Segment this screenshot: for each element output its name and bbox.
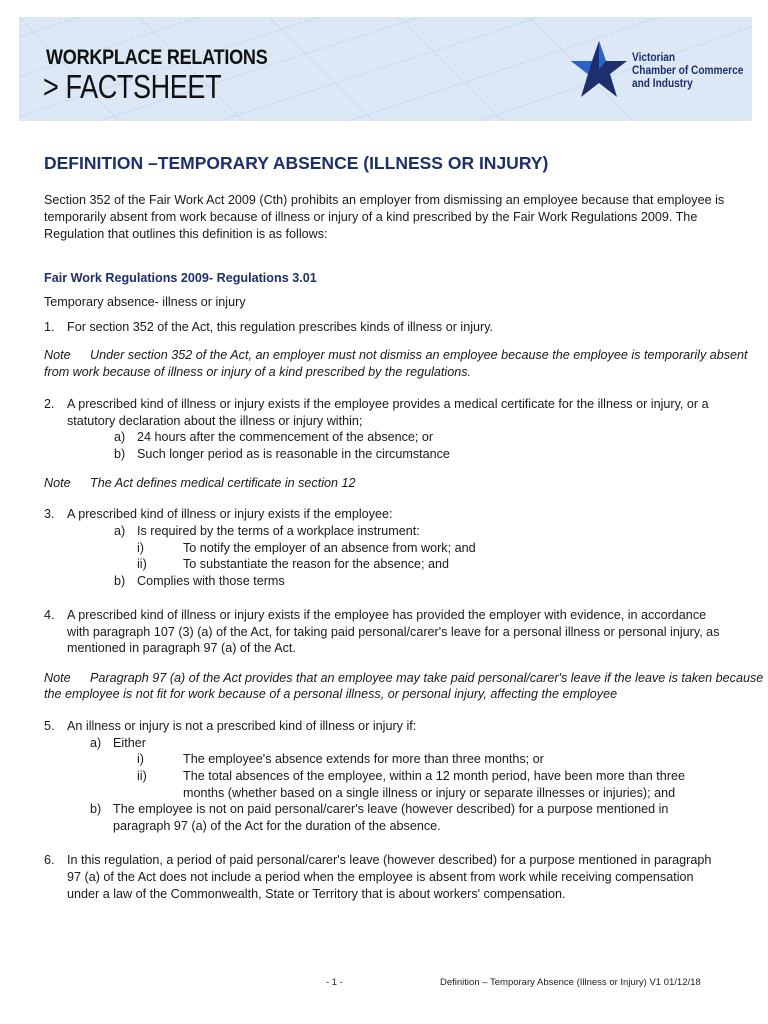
item-text: statutory declaration about the illness or injury within; bbox=[67, 414, 363, 428]
item-text: 97 (a) of the Act does not include a period when the employee is absent from work while receiving compensation bbox=[67, 870, 694, 884]
logo-line: and Industry bbox=[632, 78, 693, 90]
note-text: Paragraph 97 (a) of the Act provides that an employee may take paid personal/carer's leave if the leave is taken because bbox=[90, 671, 764, 685]
item-text: For section 352 of the Act, this regulation prescribes kinds of illness or injury. bbox=[67, 320, 494, 334]
section-subtitle: Temporary absence- illness or injury bbox=[44, 295, 246, 309]
header-banner bbox=[19, 17, 752, 121]
sub-sub-mark: i) bbox=[137, 541, 144, 555]
logo-line: Victorian bbox=[632, 52, 676, 64]
vcci-logo bbox=[567, 39, 747, 105]
item-text: with paragraph 107 (3) (a) of the Act, for taking paid personal/carer's leave for a personal illness or personal injury, as bbox=[67, 625, 720, 639]
item-number: 6. bbox=[44, 853, 55, 867]
sub-text: Either bbox=[113, 736, 146, 750]
note-text: the employee is not fit for work because of a personal illness, or personal injury, affecting the employee bbox=[44, 687, 618, 701]
intro-line: Section 352 of the Fair Work Act 2009 (Cth) prohibits an employer from dismissing an employee because that employee is bbox=[44, 193, 725, 207]
intro-line: temporarily absent from work because of illness or injury of a kind prescribed by the Fair Work Regulations 2009. The bbox=[44, 210, 698, 224]
sub-sub-mark: ii) bbox=[137, 769, 147, 783]
logo-text bbox=[632, 52, 743, 91]
sub-text: Such longer period as is reasonable in the circumstance bbox=[137, 447, 450, 461]
sub-mark: a) bbox=[114, 430, 126, 444]
item-text: In this regulation, a period of paid personal/carer's leave (however described) for a purpose mentioned in paragraph bbox=[67, 853, 712, 867]
sub-text: 24 hours after the commencement of the absence; or bbox=[137, 430, 434, 444]
sub-text: The employee is not on paid personal/carer's leave (however described) for a purpose mentioned in bbox=[113, 802, 669, 816]
page-title: DEFINITION –TEMPORARY ABSENCE (ILLNESS OR INJURY) bbox=[44, 153, 549, 173]
sub-mark: b) bbox=[114, 447, 126, 461]
item-text: A prescribed kind of illness or injury exists if the employee provides a medical certificate for the illness or injury, or a bbox=[67, 397, 709, 411]
sub-text: Complies with those terms bbox=[137, 574, 285, 588]
star-icon bbox=[567, 39, 631, 105]
logo-line: Chamber of Commerce bbox=[632, 65, 744, 77]
note-label: Note bbox=[44, 348, 71, 362]
item-number: 4. bbox=[44, 608, 55, 622]
sub-sub-text: The total absences of the employee, within a 12 month period, have been more than three bbox=[183, 769, 685, 783]
item-number: 2. bbox=[44, 397, 55, 411]
sub-mark: b) bbox=[90, 802, 102, 816]
footer-doc-info: Definition – Temporary Absence (Illness or Injury) V1 01/12/18 bbox=[440, 977, 701, 988]
item-number: 1. bbox=[44, 320, 55, 334]
sub-sub-text: The employee's absence extends for more than three months; or bbox=[183, 752, 544, 766]
page-number: - 1 - bbox=[326, 977, 343, 988]
note-text: from work because of illness or injury of a kind prescribed by the regulations. bbox=[44, 365, 471, 379]
item-number: 3. bbox=[44, 507, 55, 521]
note-label: Note bbox=[44, 476, 71, 490]
item-text: under a law of the Commonwealth, State or Territory that is about workers' compensation. bbox=[67, 887, 566, 901]
sub-sub-text: To substantiate the reason for the absence; and bbox=[183, 557, 450, 571]
note-text: Under section 352 of the Act, an employer must not dismiss an employee because the employee is temporarily absent bbox=[90, 348, 748, 362]
section-subheading: Fair Work Regulations 2009- Regulations 3.01 bbox=[44, 271, 317, 285]
sub-sub-mark: i) bbox=[137, 752, 144, 766]
item-text: An illness or injury is not a prescribed kind of illness or injury if: bbox=[67, 719, 417, 733]
note-text: The Act defines medical certificate in section 12 bbox=[90, 476, 356, 490]
item-text: mentioned in paragraph 97 (a) of the Act. bbox=[67, 641, 296, 655]
item-number: 5. bbox=[44, 719, 55, 733]
brand-line-2: > FACTSHEET bbox=[43, 68, 222, 105]
sub-mark: a) bbox=[90, 736, 102, 750]
item-text: A prescribed kind of illness or injury exists if the employee: bbox=[67, 507, 393, 521]
sub-mark: a) bbox=[114, 524, 126, 538]
sub-sub-text: months (whether based on a single illness or injury or separate illnesses or injuries); and bbox=[183, 786, 676, 800]
brand-line-1: WORKPLACE RELATIONS bbox=[46, 46, 268, 69]
sub-sub-mark: ii) bbox=[137, 557, 147, 571]
item-text: A prescribed kind of illness or injury exists if the employee has provided the employer with evidence, in accordance bbox=[67, 608, 707, 622]
intro-line: Regulation that outlines this definition is as follows: bbox=[44, 227, 328, 241]
sub-text: paragraph 97 (a) of the Act for the duration of the absence. bbox=[113, 819, 441, 833]
sub-mark: b) bbox=[114, 574, 126, 588]
sub-text: Is required by the terms of a workplace instrument: bbox=[137, 524, 420, 538]
sub-sub-text: To notify the employer of an absence from work; and bbox=[183, 541, 476, 555]
note-label: Note bbox=[44, 671, 71, 685]
